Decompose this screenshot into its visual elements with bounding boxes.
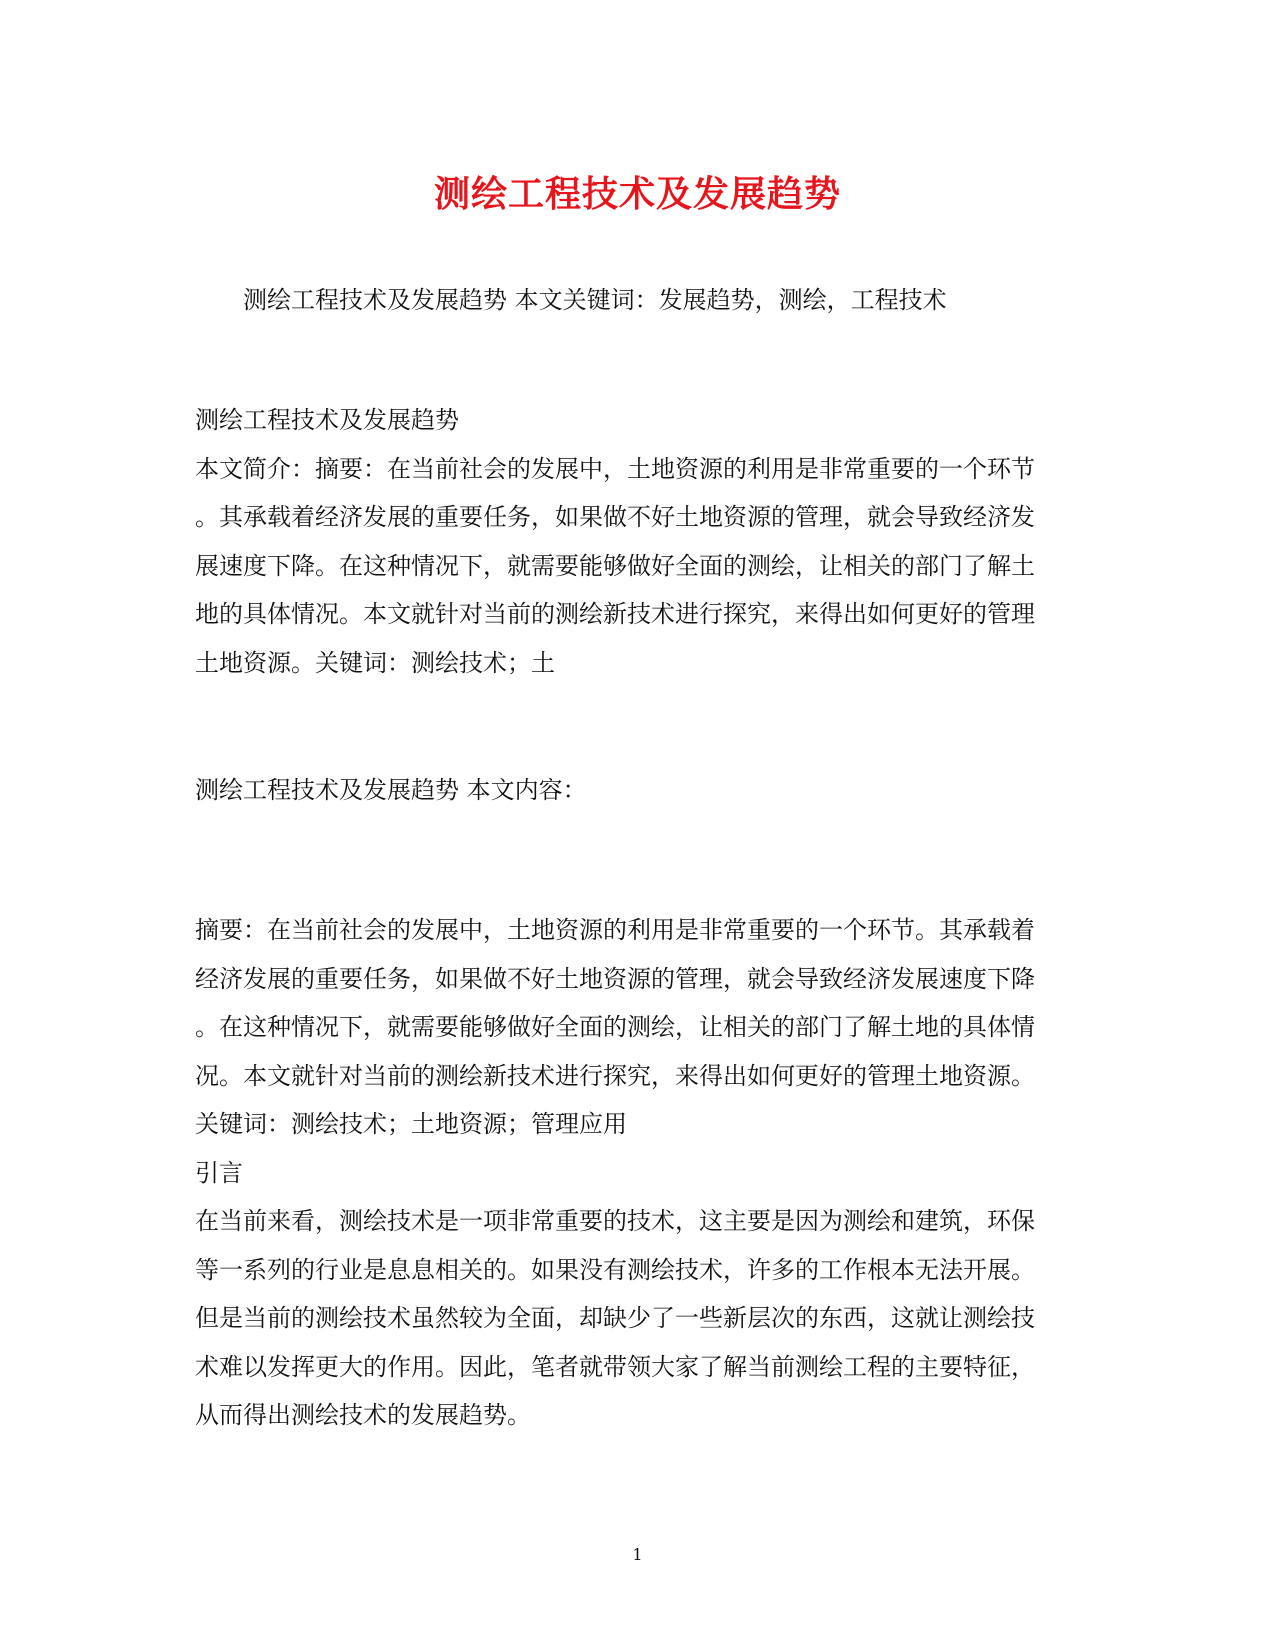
paragraph-line: 经济发展的重要任务，如果做不好土地资源的管理，就会导致经济发展速度下降 <box>195 964 1035 993</box>
paragraph-line: 况。本文就针对当前的测绘新技术进行探究，来得出如何更好的管理土地资源。 <box>195 1061 1035 1090</box>
introduction-heading: 引言 <box>195 1158 243 1187</box>
paragraph-line: 术难以发挥更大的作用。因此，笔者就带领大家了解当前测绘工程的主要特征， <box>195 1352 1035 1381</box>
keyword-line: 测绘工程技术及发展趋势 本文关键词：发展趋势，测绘，工程技术 <box>243 286 947 314</box>
paragraph-line: 从而得出测绘技术的发展趋势。 <box>195 1401 531 1429</box>
section-body <box>195 906 1075 1440</box>
section-abstract-summary <box>195 396 1075 687</box>
document-title: 测绘工程技术及发展趋势 <box>433 173 841 215</box>
section-heading: 测绘工程技术及发展趋势 本文内容： <box>195 776 587 804</box>
page-number: 1 <box>632 1545 643 1564</box>
section-content-heading-block <box>195 766 1075 815</box>
paragraph-line: 但是当前的测绘技术虽然较为全面，却缺少了一些新层次的东西，这就让测绘技 <box>195 1304 1035 1332</box>
paragraph-line: 。在这种情况下，就需要能够做好全面的测绘，让相关的部门了解土地的具体情 <box>195 1013 1035 1041</box>
paragraph-line: 摘要：在当前社会的发展中，土地资源的利用是非常重要的一个环节。其承载着 <box>195 916 1035 944</box>
paragraph-line: 在当前来看，测绘技术是一项非常重要的技术，这主要是因为测绘和建筑，环保 <box>195 1207 1035 1235</box>
paragraph-line: 展速度下降。在这种情况下，就需要能够做好全面的测绘，让相关的部门了解土 <box>195 551 1035 580</box>
paragraph-line: 土地资源。关键词：测绘技术；土 <box>195 648 555 677</box>
keywords-line: 关键词：测绘技术；土地资源；管理应用 <box>195 1110 627 1138</box>
paragraph-line: 本文简介：摘要：在当前社会的发展中，土地资源的利用是非常重要的一个环节 <box>195 454 1035 483</box>
paragraph-line: 地的具体情况。本文就针对当前的测绘新技术进行探究，来得出如何更好的管理 <box>195 600 1035 628</box>
paragraph-line: 。其承载着经济发展的重要任务，如果做不好土地资源的管理，就会导致经济发 <box>195 503 1035 531</box>
section-heading: 测绘工程技术及发展趋势 <box>195 406 459 434</box>
paragraph-line: 等一系列的行业是息息相关的。如果没有测绘技术，许多的工作根本无法开展。 <box>195 1255 1035 1284</box>
